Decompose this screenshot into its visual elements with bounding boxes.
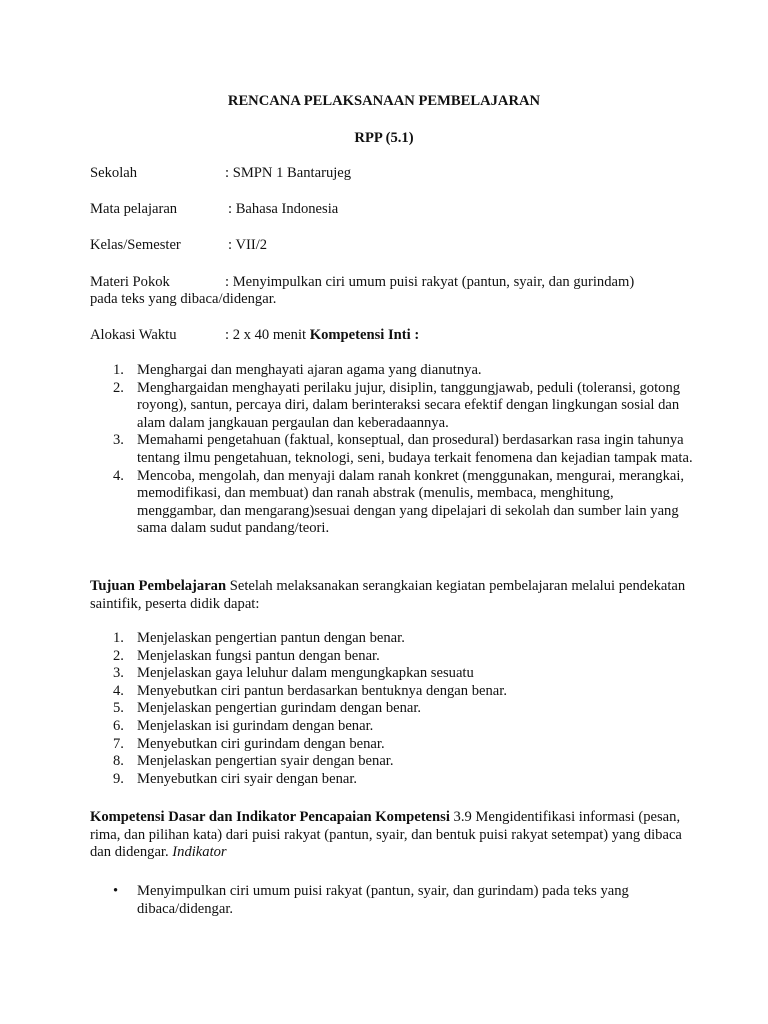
list-text: Menghargai dan menghayati ajaran agama yang dianutnya. [137,362,482,378]
list-number: 1. [113,362,124,378]
label-alokasi-waktu: Alokasi Waktu [90,327,177,343]
list-number: 6. [113,717,124,734]
list-number: 3. [113,432,124,449]
label-materi-pokok: Materi Pokok [90,274,170,290]
label-sekolah: Sekolah [90,165,138,181]
list-item [113,736,693,754]
list-text: Menjelaskan gaya leluhur dalam mengungkapkan sesuatu [137,665,474,682]
list-text: Menjelaskan isi gurindam dengan benar. [137,717,374,734]
alokasi-waktu-text: : 2 x 40 menit [225,327,307,343]
kompetensi-dasar-paragraph [90,809,690,862]
label-kelas-semester: Kelas/Semester [90,237,181,253]
list-item [113,380,693,433]
tujuan-pembelajaran-intro: Setelah melaksanakan serangkaian kegiatan pembelajaran melalui pendekatan saintifik, peserta didik dapat: [90,578,686,612]
list-number: 2. [113,647,124,664]
list-item [113,753,693,771]
list-number: 4. [113,467,124,484]
bullet-icon: • [113,883,119,899]
list-number: 3. [113,665,124,682]
kompetensi-inti-list [113,362,693,538]
list-item [113,771,693,789]
list-text: Menyebutkan ciri gurindam dengan benar. [137,735,385,752]
list-number: 9. [113,770,124,787]
tujuan-list [113,630,693,788]
list-item [113,648,693,666]
tujuan-pembelajaran-heading: Tujuan Pembelajaran [90,578,227,594]
list-text: Mencoba, mengolah, dan menyaji dalam ranah konkret (menggunakan, mengurai, merangkai, memodifikasi, dan membuat) dan ranah abstrak (menulis, membaca, menghitung, menggambar, dan mengarang)sesuai dengan yang dipelajari di sekolah dan sumber lain yang sama dalam sudut pandang/teori. [137,467,685,537]
list-text: Memahami pengetahuan (faktual, konseptual, dan prosedural) berdasarkan rasa ingin tahunya tentang ilmu pengetahuan, teknologi, seni, budaya terkait fenomena dan kejadian tampak mata. [137,432,693,466]
list-item [113,665,693,683]
kompetensi-dasar-text: 3.9 Mengidentifikasi informasi (pesan, rima, dan pilihan kata) dari puisi rakyat (pantun, syair, dan bentuk puisi rakyat setempat) yang dibaca dan didengar. [90,809,682,861]
materi-pokok-continuation: pada teks yang dibaca/didengar. [90,291,277,307]
label-mata-pelajaran: Mata pelajaran [90,201,178,217]
list-text: Menyebutkan ciri pantun berdasarkan bentuknya dengan benar. [137,682,507,699]
value-sekolah: : SMPN 1 Bantarujeg [225,165,352,181]
list-number: 5. [113,700,124,717]
list-text: Menjelaskan fungsi pantun dengan benar. [137,647,380,664]
list-item [113,468,693,538]
list-number: 4. [113,682,124,699]
value-alokasi-waktu [225,327,419,345]
tujuan-pembelajaran-paragraph [90,578,690,613]
value-kelas-semester: : VII/2 [228,237,268,253]
bullet-text: Menyimpulkan ciri umum puisi rakyat (pantun, syair, dan gurindam) pada teks yang dibaca/didengar. [137,883,629,917]
kompetensi-dasar-heading: Kompetensi Dasar dan Indikator Pencapaian Kompetensi [90,809,450,825]
list-item [113,700,693,718]
list-number: 8. [113,753,124,770]
indikator-label: Indikator [172,844,227,861]
list-item [113,630,693,648]
list-text: Menghargaidan menghayati perilaku jujur, disiplin, tanggungjawab, peduli (toleransi, gotong royong), santun, percaya diri, dalam berinteraksi secara efektif dengan lingkungan sosial dan alam dalam jangkauan pergaulan dan keberadaannya. [137,379,681,431]
list-text: Menjelaskan pengertian syair dengan benar. [137,753,394,770]
document-subtitle: RPP (5.1) [354,130,414,146]
list-text: Menjelaskan pengertian pantun dengan benar. [137,630,405,646]
list-item [113,432,693,467]
list-item [113,362,693,380]
list-number: 2. [113,379,124,396]
value-mata-pelajaran: : Bahasa Indonesia [228,201,339,217]
list-number: 7. [113,735,124,752]
list-item [113,683,693,701]
document-title: RENCANA PELAKSANAAN PEMBELAJARAN [227,93,541,109]
indikator-bullet-item [113,883,693,918]
value-materi-pokok: : Menyimpulkan ciri umum puisi rakyat (pantun, syair, dan gurindam) [225,274,635,290]
list-text: Menjelaskan pengertian gurindam dengan benar. [137,700,422,717]
list-text: Menyebutkan ciri syair dengan benar. [137,770,358,787]
kompetensi-inti-heading: Kompetensi Inti : [309,327,420,343]
list-item [113,718,693,736]
list-number: 1. [113,630,124,646]
